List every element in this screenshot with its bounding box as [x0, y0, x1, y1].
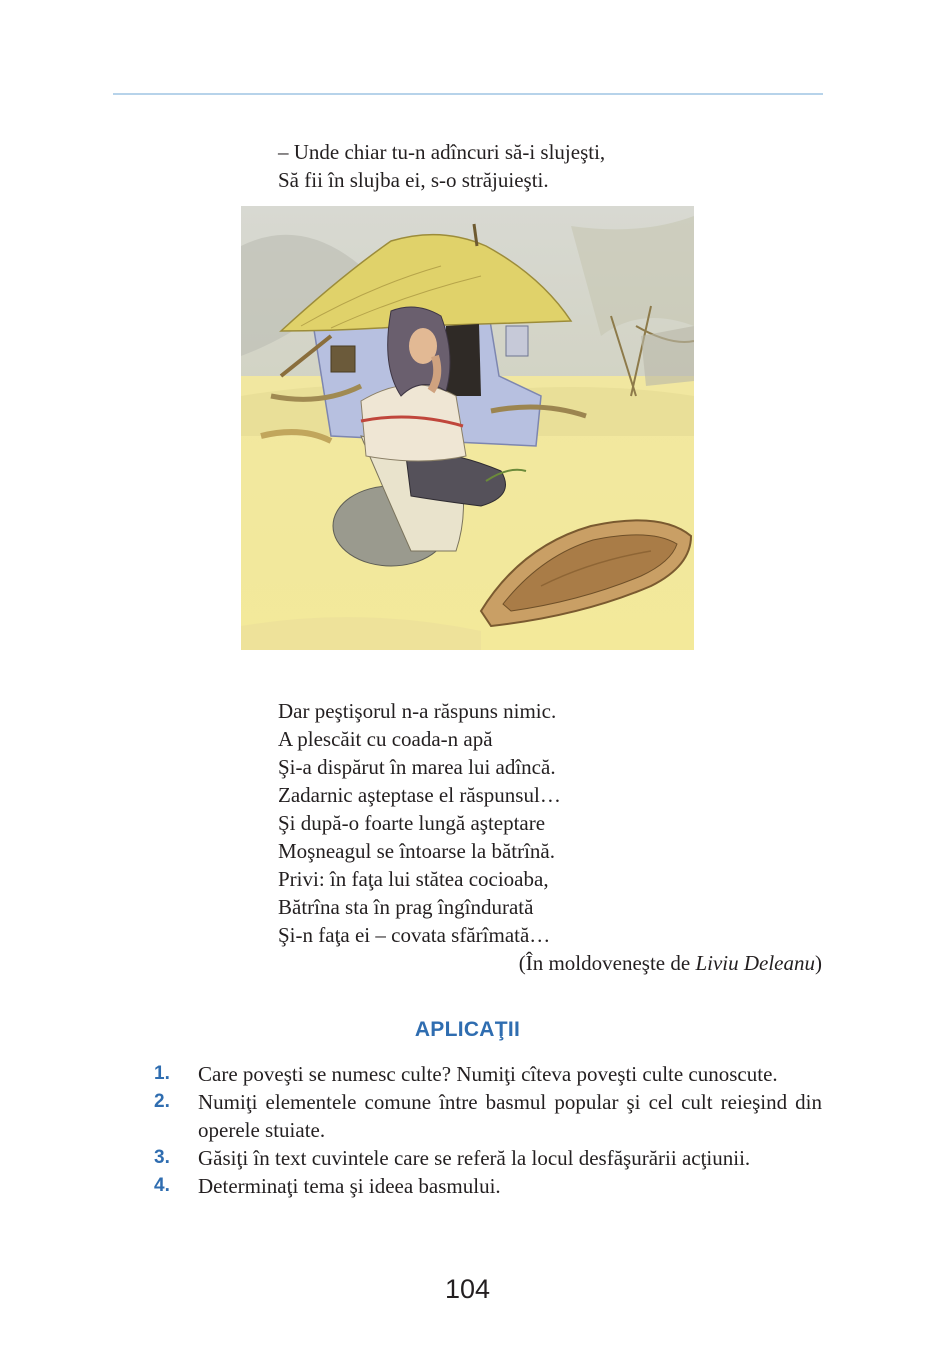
question-number: 2. — [154, 1091, 170, 1112]
attribution-prefix: (În moldoveneşte de — [518, 951, 696, 975]
list-item — [150, 1172, 822, 1200]
verse-line: Şi-a dispărut în marea lui adîncă. — [278, 755, 556, 779]
verse-line: Şi după-o foarte lungă aşteptare — [278, 811, 546, 835]
question-number: 4. — [154, 1175, 170, 1196]
page-number: 104 — [444, 1274, 491, 1304]
translator-name: Liviu Deleanu — [695, 951, 815, 975]
attribution-suffix: ) — [815, 951, 822, 975]
translation-attribution — [519, 949, 822, 977]
list-item — [150, 1088, 822, 1144]
question-text: Găsiţi în text cuvintele care se referă la locul desfăşurării acţiunii. — [198, 1146, 751, 1170]
question-text: Numiţi elementele comune între basmul popular şi cel cult reieşind din operele stuiate. — [198, 1090, 822, 1142]
verse-line: Privi: în faţa lui stătea cocioaba, — [278, 867, 549, 891]
verse-line: Şi-n faţa ei – covata sfărîmată… — [278, 923, 551, 947]
question-text: Care poveşti se numesc culte? Numiţi cîteva poveşti culte cunoscute. — [198, 1062, 778, 1086]
verse-top — [278, 138, 605, 194]
verse-bottom — [278, 697, 561, 949]
verse-line: Zadarnic aşteptase el răspunsul… — [278, 783, 561, 807]
verse-line: Să fii în slujba ei, s-o străjuieşti. — [278, 168, 549, 192]
verse-line: – Unde chiar tu-n adîncuri să-i slujeşti, — [278, 140, 606, 164]
list-item — [150, 1060, 822, 1088]
verse-line: Dar peştişorul n-a răspuns nimic. — [278, 699, 557, 723]
question-number: 1. — [154, 1063, 170, 1084]
verse-line: Moşneagul se întoarse la bătrînă. — [278, 839, 555, 863]
header-rule — [113, 93, 823, 95]
list-item — [150, 1144, 822, 1172]
verse-line: Bătrîna sta în prag îngîndurată — [278, 895, 534, 919]
section-heading: APLICAŢII — [414, 1018, 521, 1041]
question-text: Determinaţi tema şi ideea basmului. — [198, 1174, 501, 1198]
question-number: 3. — [154, 1147, 170, 1168]
illustration-old-woman-hut-trough — [241, 206, 694, 650]
verse-line: A plescăit cu coada-n apă — [278, 727, 493, 751]
questions-list — [150, 1060, 822, 1200]
